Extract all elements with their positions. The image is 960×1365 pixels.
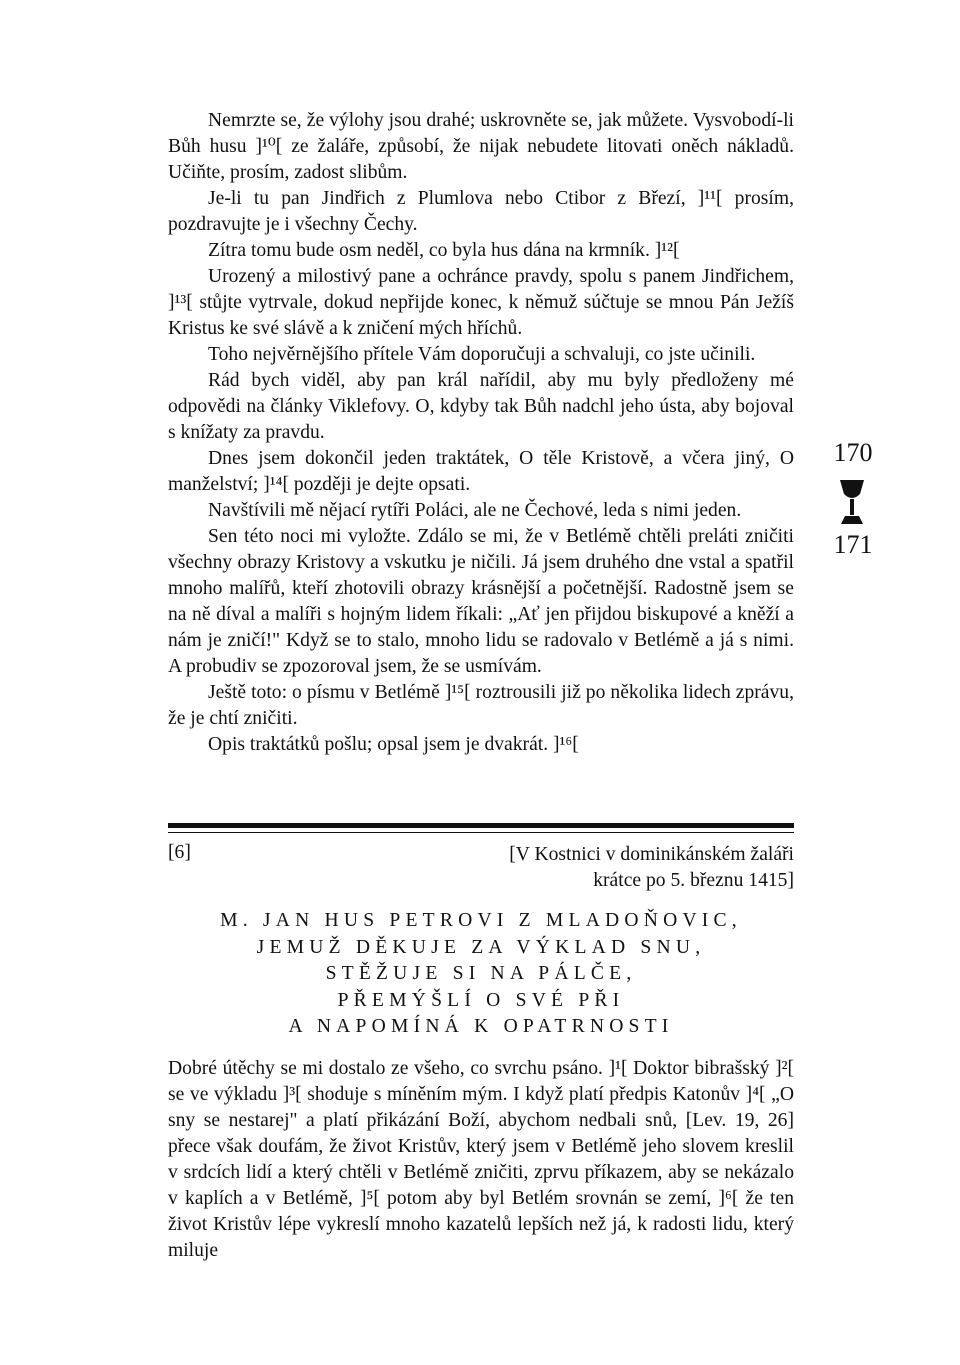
letter-date: krátce po 5. březnu 1415]: [593, 870, 794, 891]
heading-line: JEMUŽ DĚKUJE ZA VÝKLAD SNU,: [256, 936, 706, 958]
paragraph: Rád bych viděl, aby pan král nařídil, aby mu byly předloženy mé odpovědi na články Viklefovy. O, kdyby tak Bůh nadchl jeho ústa, aby bojoval s knížaty za pravdu.: [168, 370, 794, 443]
heading-line: PŘEMÝŠLÍ O SVÉ PŘI: [337, 989, 625, 1011]
heading-line: A NAPOMÍNÁ K OPATRNOSTI: [288, 1016, 674, 1037]
paragraph: Opis traktátků pošlu; opsal jsem je dvakrát. ]¹⁶[: [208, 734, 579, 755]
heading-line: M. JAN HUS PETROVI Z MLADOŇOVIC,: [220, 910, 742, 931]
paragraph: Toho nejvěrnějšího přítele Vám doporučuji a schvaluji, co jste učinili.: [208, 344, 756, 365]
paragraph: Navštívili mě nějací rytíři Poláci, ale ne Čechové, leda s nimi jeden.: [208, 500, 742, 521]
paragraph: Zítra tomu bude osm neděl, co byla hus dána na krmník. ]¹²[: [208, 240, 680, 261]
letter-dating: [509, 842, 794, 894]
paragraph: Je-li tu pan Jindřich z Plumlova nebo Ctibor z Březí, ]¹¹[ prosím, pozdravujte je i všechny Čechy.: [168, 188, 794, 235]
upper-letter-text: [168, 108, 794, 758]
letter-heading: [168, 908, 794, 1041]
heading-line: STĚŽUJE SI NA PÁLČE,: [325, 963, 637, 984]
letter-number: [6]: [168, 842, 191, 863]
section-divider-thin: [168, 832, 794, 833]
paragraph: Dnes jsem dokončil jeden traktátek, O těle Kristově, a včera jiný, O manželství; ]¹⁴[ později je dejte opsati.: [168, 448, 794, 495]
section-divider-thick: [168, 823, 794, 828]
letter-place: [V Kostnici v dominikánském žaláři: [509, 844, 794, 865]
letter-body: [168, 1056, 794, 1264]
paragraph: Dobré útěchy se mi dostalo ze všeho, co svrchu psáno. ]¹[ Doktor bibrašský ]²[ se ve výkladu ]³[ shoduje s míněním mým. I když platí předpis Katonův ]⁴[ „O sny se nestarej" a platí přikázání Boží, abychom nedbali snů, [Lev. 19, 26] přece však doufám, že život Kristův, který jsem v Betlémě jeho slovem kreslil v srdcích lidí a který chtěli v Betlémě zničiti, zprvu příkazem, aby se nekázalo v kaplích a v Betlémě, ]⁵[ potom aby byl Betlém srovnán se zemí, ]⁶[ že ten život Kristův lépe vykreslí mnoho kazatelů lepších než já, k radosti lidu, který miluje: [168, 1058, 794, 1261]
margin-page-number-top: 170: [833, 438, 873, 467]
chalice-icon: [837, 478, 867, 526]
paragraph: Sen této noci mi vyložte. Zdálo se mi, že v Betlémě chtěli preláti zničiti všechny obrazy Kristovy a vskutku je ničili. Já jsem druhého dne vstal a spatřil mnoho malířů, kteří zhotovili obrazy krásnější a početnější. Radostně jsem se na ně díval a malíři s hojným lidem říkali: „Ať jen přijdou biskupové a kněží a nám je zničí!" Když se to stalo, mnoho lidu se radovalo v Betlémě a já s nimi. A probudiv se zpozoroval jsem, že se usmívám.: [168, 526, 794, 677]
margin-page-number-bottom: 171: [833, 530, 873, 559]
paragraph: Urozený a milostivý pane a ochránce pravdy, spolu s panem Jindřichem, ]¹³[ stůjte vytrvale, dokud nepřijde konec, k němuž súčtuje se mnou Pán Ježíš Kristus ke své slávě a k zničení mých hříchů.: [168, 266, 794, 339]
paragraph: Nemrzte se, že výlohy jsou drahé; uskrovněte se, jak můžete. Vysvobodí-li Bůh husu ]¹⁰[ ze žaláře, způsobí, že nijak nebudete litovati oněch nákladů. Učiňte, prosím, zadost slibům.: [168, 110, 794, 183]
paragraph: Ještě toto: o písmu v Betlémě ]¹⁵[ roztrousili již po několika lidech zprávu, že je chtí zničiti.: [168, 682, 794, 729]
